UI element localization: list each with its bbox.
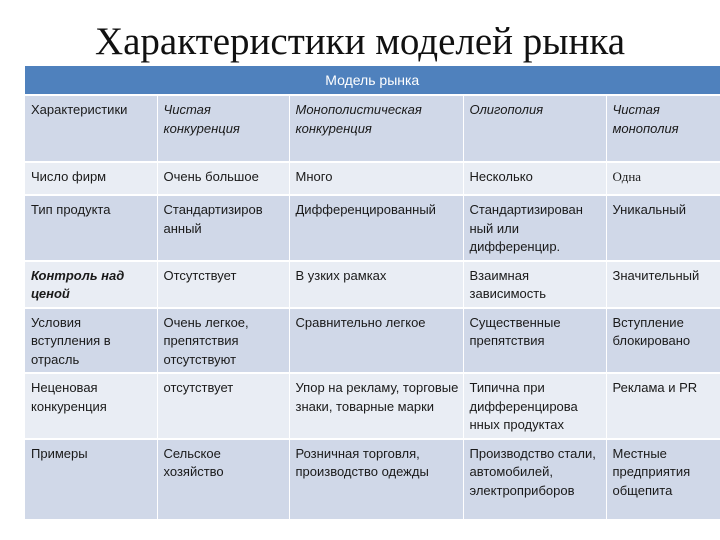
column-header-oligopoly: Олигополия: [463, 95, 606, 162]
table-cell: Очень большое: [157, 162, 289, 195]
table-row: [25, 373, 720, 439]
row-label: Примеры: [25, 439, 157, 520]
column-header-characteristics: Характеристики: [25, 95, 157, 162]
slide-title: Характеристики моделей рынка: [94, 20, 626, 63]
row-label: Число фирм: [25, 162, 157, 195]
row-label: Контроль над ценой: [25, 261, 157, 308]
table-cell: Взаимная зависимость: [463, 261, 606, 308]
column-header-monopolistic-competition: Монополистическая конкуренция: [289, 95, 463, 162]
table-cell: отсутствует: [157, 373, 289, 439]
table-cell: Типична при дифференцирова нных продуктах: [463, 373, 606, 439]
table-cell: Стандартизирован ный или дифференцир.: [463, 195, 606, 261]
table-cell: Местные предприятия общепита: [606, 439, 720, 520]
table-cell: Несколько: [463, 162, 606, 195]
table-cell: Реклама и PR: [606, 373, 720, 439]
table-row: [25, 261, 720, 308]
row-label: Неценовая конкуренция: [25, 373, 157, 439]
table-cell: Сельское хозяйство: [157, 439, 289, 520]
row-label: Тип продукта: [25, 195, 157, 261]
column-header-row: [25, 95, 720, 162]
table-cell: Одна: [606, 162, 720, 195]
column-header-pure-monopoly: Чистая монополия: [606, 95, 720, 162]
table-cell: Много: [289, 162, 463, 195]
table-cell: Вступление блокировано: [606, 308, 720, 374]
table-cell: Существенные препятствия: [463, 308, 606, 374]
market-models-table: [25, 66, 720, 521]
table-cell: Упор на рекламу, торговые знаки, товарные марки: [289, 373, 463, 439]
table-cell: Значительный: [606, 261, 720, 308]
table-cell: Уникальный: [606, 195, 720, 261]
row-label: Условия вступления в отрасль: [25, 308, 157, 374]
table-cell: Розничная торговля, производство одежды: [289, 439, 463, 520]
table-cell: В узких рамках: [289, 261, 463, 308]
table-row: [25, 195, 720, 261]
table-row: [25, 308, 720, 374]
table-cell: Производство стали, автомобилей, электроприборов: [463, 439, 606, 520]
table-row: [25, 439, 720, 520]
table-group-header-row: [25, 66, 720, 95]
table-cell: Отсутствует: [157, 261, 289, 308]
table-cell: Сравнительно легкое: [289, 308, 463, 374]
table-row: [25, 162, 720, 195]
column-header-pure-competition: Чистая конкуренция: [157, 95, 289, 162]
table-cell: Дифференцированный: [289, 195, 463, 261]
group-header: Модель рынка: [25, 66, 720, 95]
table-cell: Очень легкое, препятствия отсутствуют: [157, 308, 289, 374]
table-cell: Стандартизиров анный: [157, 195, 289, 261]
